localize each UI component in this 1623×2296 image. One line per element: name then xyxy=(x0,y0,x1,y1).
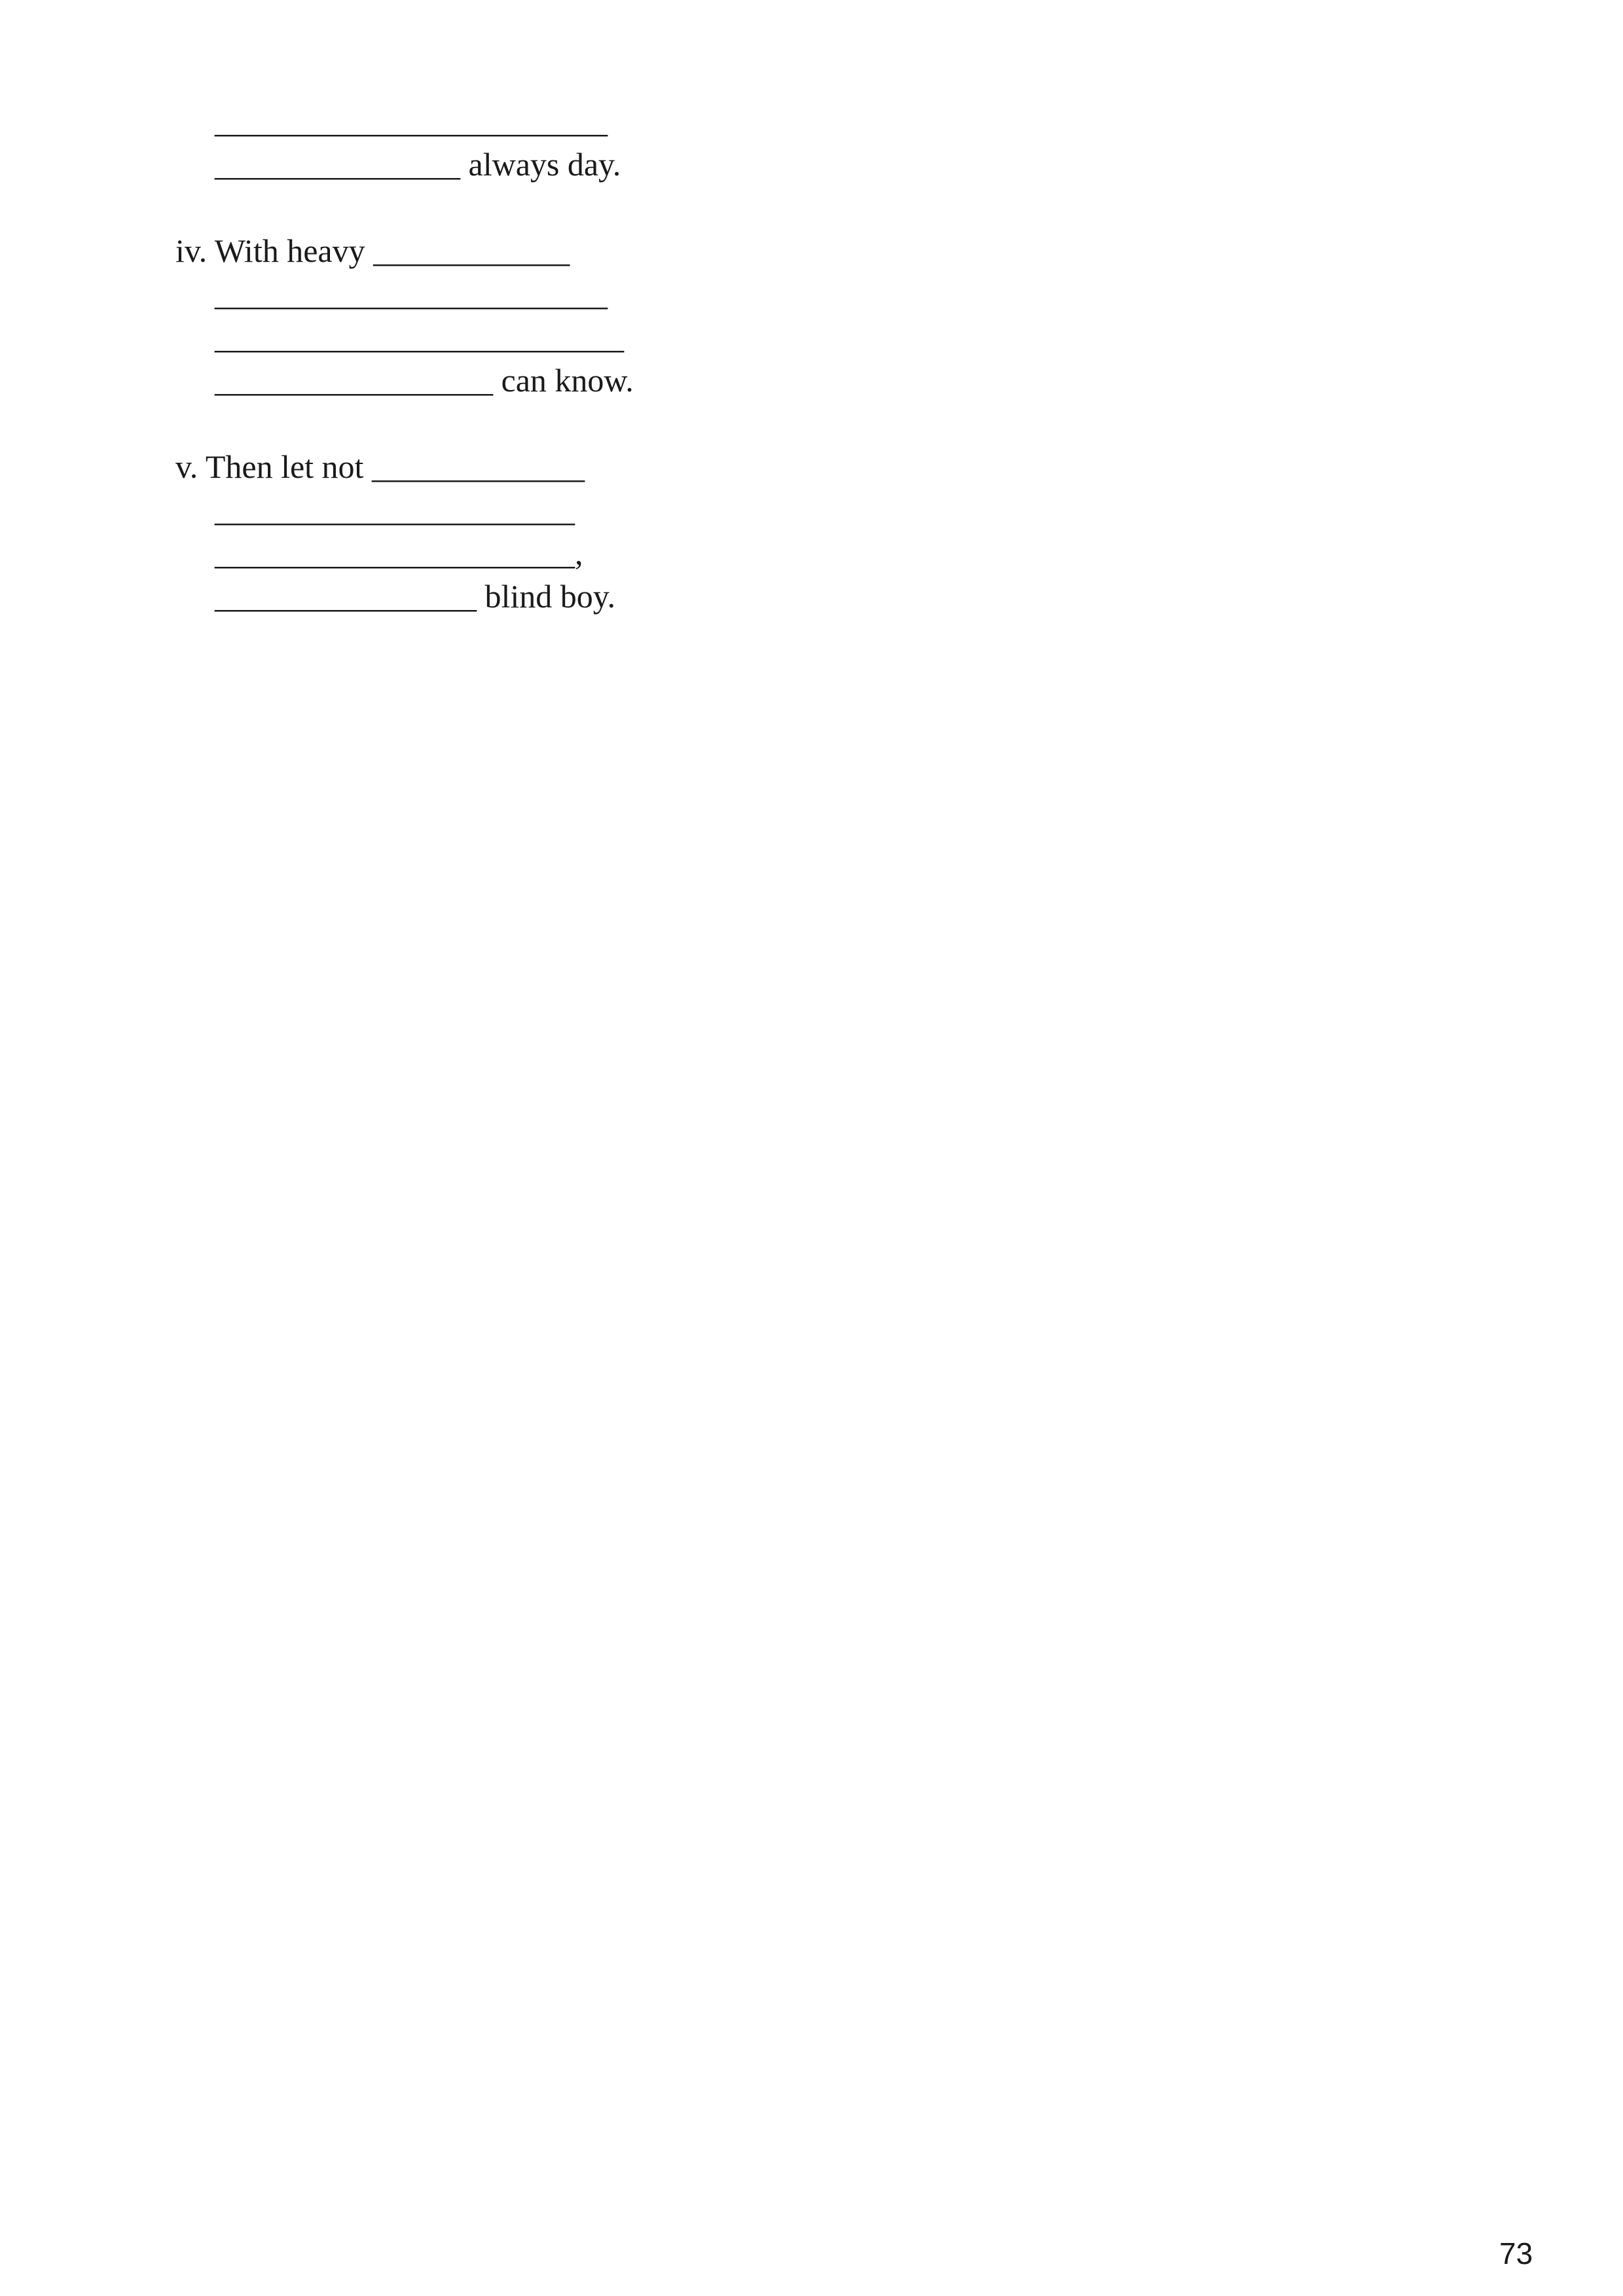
stanza-prompt: v. Then let not _____________ xyxy=(175,448,585,485)
answer-line: _________________________ xyxy=(215,319,624,355)
answer-line: ______________________, xyxy=(215,535,583,571)
answer-line: ________________________ xyxy=(215,276,608,312)
answer-line: ________________ blind boy. xyxy=(215,578,616,615)
page-number: 73 xyxy=(1499,2236,1533,2270)
answer-line: ______________________ xyxy=(215,492,575,528)
stanza-prompt: iv. With heavy ____________ xyxy=(175,232,570,269)
answer-line: _______________ always day. xyxy=(215,146,621,183)
answer-line: _________________ can know. xyxy=(215,362,634,399)
answer-line: ________________________ xyxy=(215,103,608,139)
